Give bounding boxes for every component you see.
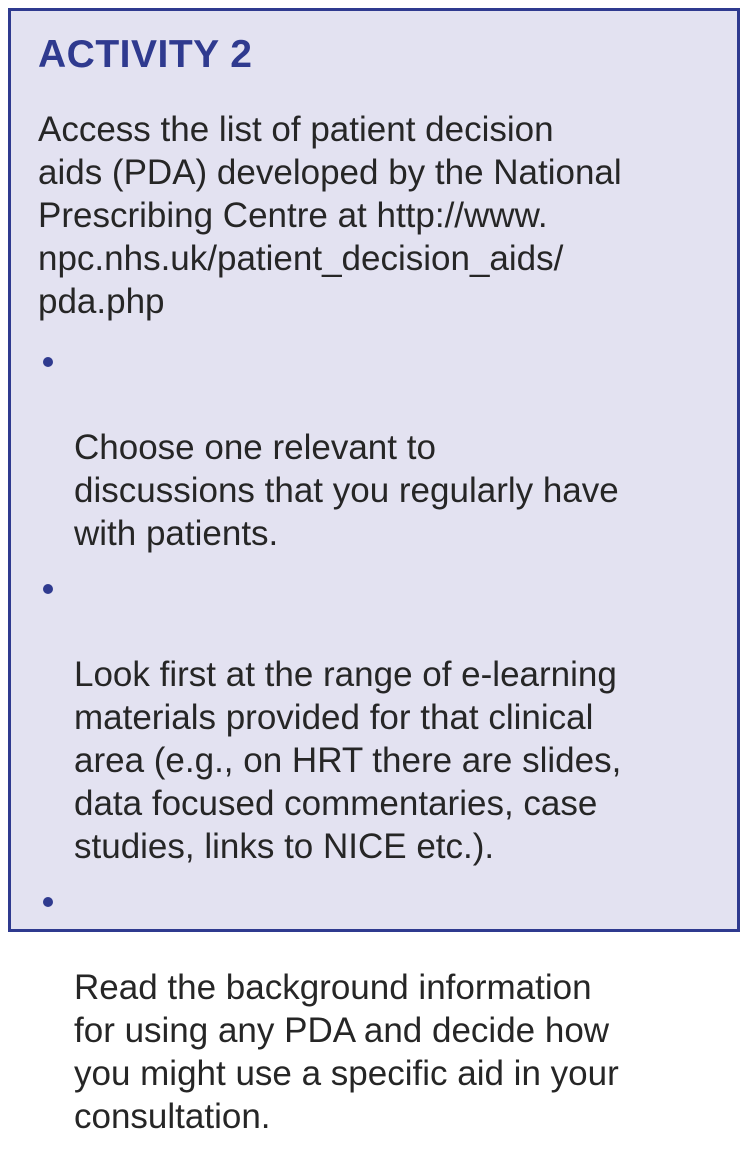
bullet-icon <box>43 357 53 367</box>
bullet-item <box>38 567 728 868</box>
activity-intro: Access the list of patient decision aids (PDA) developed by the National Prescribing Centre at http://www. npc.nhs.uk/patient_decision_aids/ pda.php <box>38 110 622 321</box>
activity-box <box>8 8 740 1136</box>
bullet-list <box>38 340 728 1150</box>
bullet-item <box>38 340 728 555</box>
bullet-text: Read the background information for using any PDA and decide how you might use a specific aid in your consultation. <box>74 968 619 1136</box>
bullet-item <box>38 880 728 1138</box>
activity-title: ACTIVITY 2 <box>38 33 253 76</box>
bullet-icon <box>43 584 53 594</box>
bullet-text: Look first at the range of e-learning materials provided for that clinical area (e.g., on HRT there are slides, data focused commentaries, case studies, links to NICE etc.). <box>74 655 622 866</box>
bullet-text: Choose one relevant to discussions that you regularly have with patients. <box>74 428 619 553</box>
bullet-icon <box>43 897 53 907</box>
